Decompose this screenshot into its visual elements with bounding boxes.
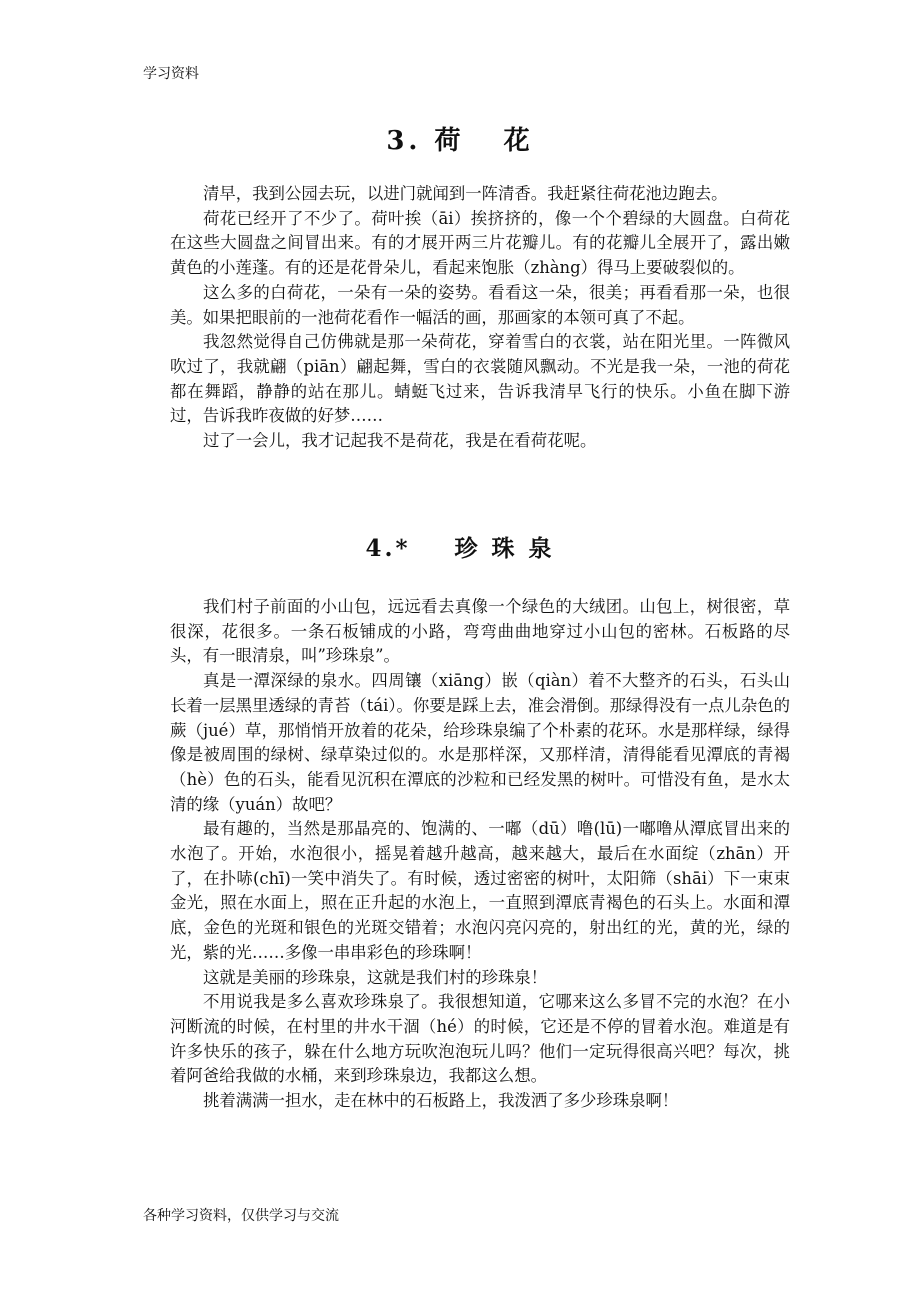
paragraph: 这么多的白荷花，一朵有一朵的姿势。看看这一朵，很美；再看看那一朵，也很美。如果把眼前的一池荷花看作一幅活的画，那画家的本领可真了不起。 (170, 282, 790, 327)
section-title-pearl-spring: 4.* 珍 珠 泉 (365, 535, 555, 562)
paragraph: 这就是美丽的珍珠泉，这就是我们村的珍珠泉！ (203, 967, 548, 987)
page-header: 学习资料 (143, 66, 199, 82)
section-body-pearl-spring (170, 595, 790, 1114)
paragraph: 不用说我是多么喜欢珍珠泉了。我很想知道，它哪来这么多冒不完的水泡？在小河断流的时候，在村里的井水干涸（hé）的时候，它还是不停的冒着水泡。难道是有许多快乐的孩子，躲在什么地方玩吹泡泡玩儿吗？他们一定玩得很高兴吧？每次，挑着阿爸给我做的水桶，来到珍珠泉边，我都这么想。 (170, 992, 790, 1086)
paragraph: 荷花已经开了不少了。荷叶挨（āi）挨挤挤的，像一个个碧绿的大圆盘。白荷花在这些大圆盘之间冒出来。有的才展开两三片花瓣儿。有的花瓣儿全展开了，露出嫩黄色的小莲蓬。有的还是花骨朵儿，看起来饱胀（zhàng）得马上要破裂似的。 (170, 208, 790, 278)
paragraph: 清早，我到公园去玩，以进门就闻到一阵清香。我赶紧往荷花池边跑去。 (203, 184, 728, 203)
page-footer: 各种学习资料，仅供学习与交流 (143, 1208, 339, 1224)
paragraph: 挑着满满一担水，走在林中的石板路上，我泼洒了多少珍珠泉啊！ (203, 1091, 679, 1111)
paragraph: 真是一潭深绿的泉水。四周镶（xiāng）嵌（qiàn）着不大整齐的石头，石头山长着一层黑里透绿的青苔（tái）。你要是踩上去，准会滑倒。那绿得没有一点儿杂色的蕨（jué）草，那悄悄开放着的花朵，给珍珠泉编了个朴素的花环。水是那样绿，绿得像是被周围的绿树、绿草染过似的。水是那样深，又那样清，清得能看见潭底的青褐（hè）色的石头，能看见沉积在潭底的沙粒和已经发黑的树叶。可惜没有鱼，是水太清的缘（yuán）故吧？ (170, 671, 790, 814)
section-title-lotus: 3. 荷 花 (386, 126, 534, 156)
paragraph: 我们村子前面的小山包，远远看去真像一个绿色的大绒团。山包上，树很密，草很深，花很多。一条石板铺成的小路，弯弯曲曲地穿过小山包的密林。石板路的尽头，有一眼清泉，叫”珍珠泉”。 (170, 597, 790, 666)
paragraph: 我忽然觉得自己仿佛就是那一朵荷花，穿着雪白的衣裳，站在阳光里。一阵微风吹过了，我就翩（piān）翩起舞，雪白的衣裳随风飘动。不光是我一朵，一池的荷花都在舞蹈，静静的站在那儿。蜻蜓飞过来，告诉我清早飞行的快乐。小鱼在脚下游过，告诉我昨夜做的好梦…… (170, 332, 790, 426)
section-body-lotus (170, 182, 790, 454)
paragraph: 过了一会儿，我才记起我不是荷花，我是在看荷花呢。 (203, 431, 597, 451)
paragraph: 最有趣的，当然是那晶亮的、饱满的、一嘟（dū）噜(lū)一嘟噜从潭底冒出来的水泡了。开始，水泡很小，摇晃着越升越高，越来越大，最后在水面绽（zhān）开了，在扑哧(chī)一笑中消失了。有时候，透过密密的树叶，太阳筛（shāi）下一束束金光，照在水面上，照在正升起的水泡上，一直照到潭底青褐色的石头上。水面和潭底，金色的光斑和银色的光斑交错着；水泡闪亮闪亮的，射出红的光，黄的光，绿的光，紫的光……多像一串串彩色的珍珠啊！ (170, 819, 790, 962)
